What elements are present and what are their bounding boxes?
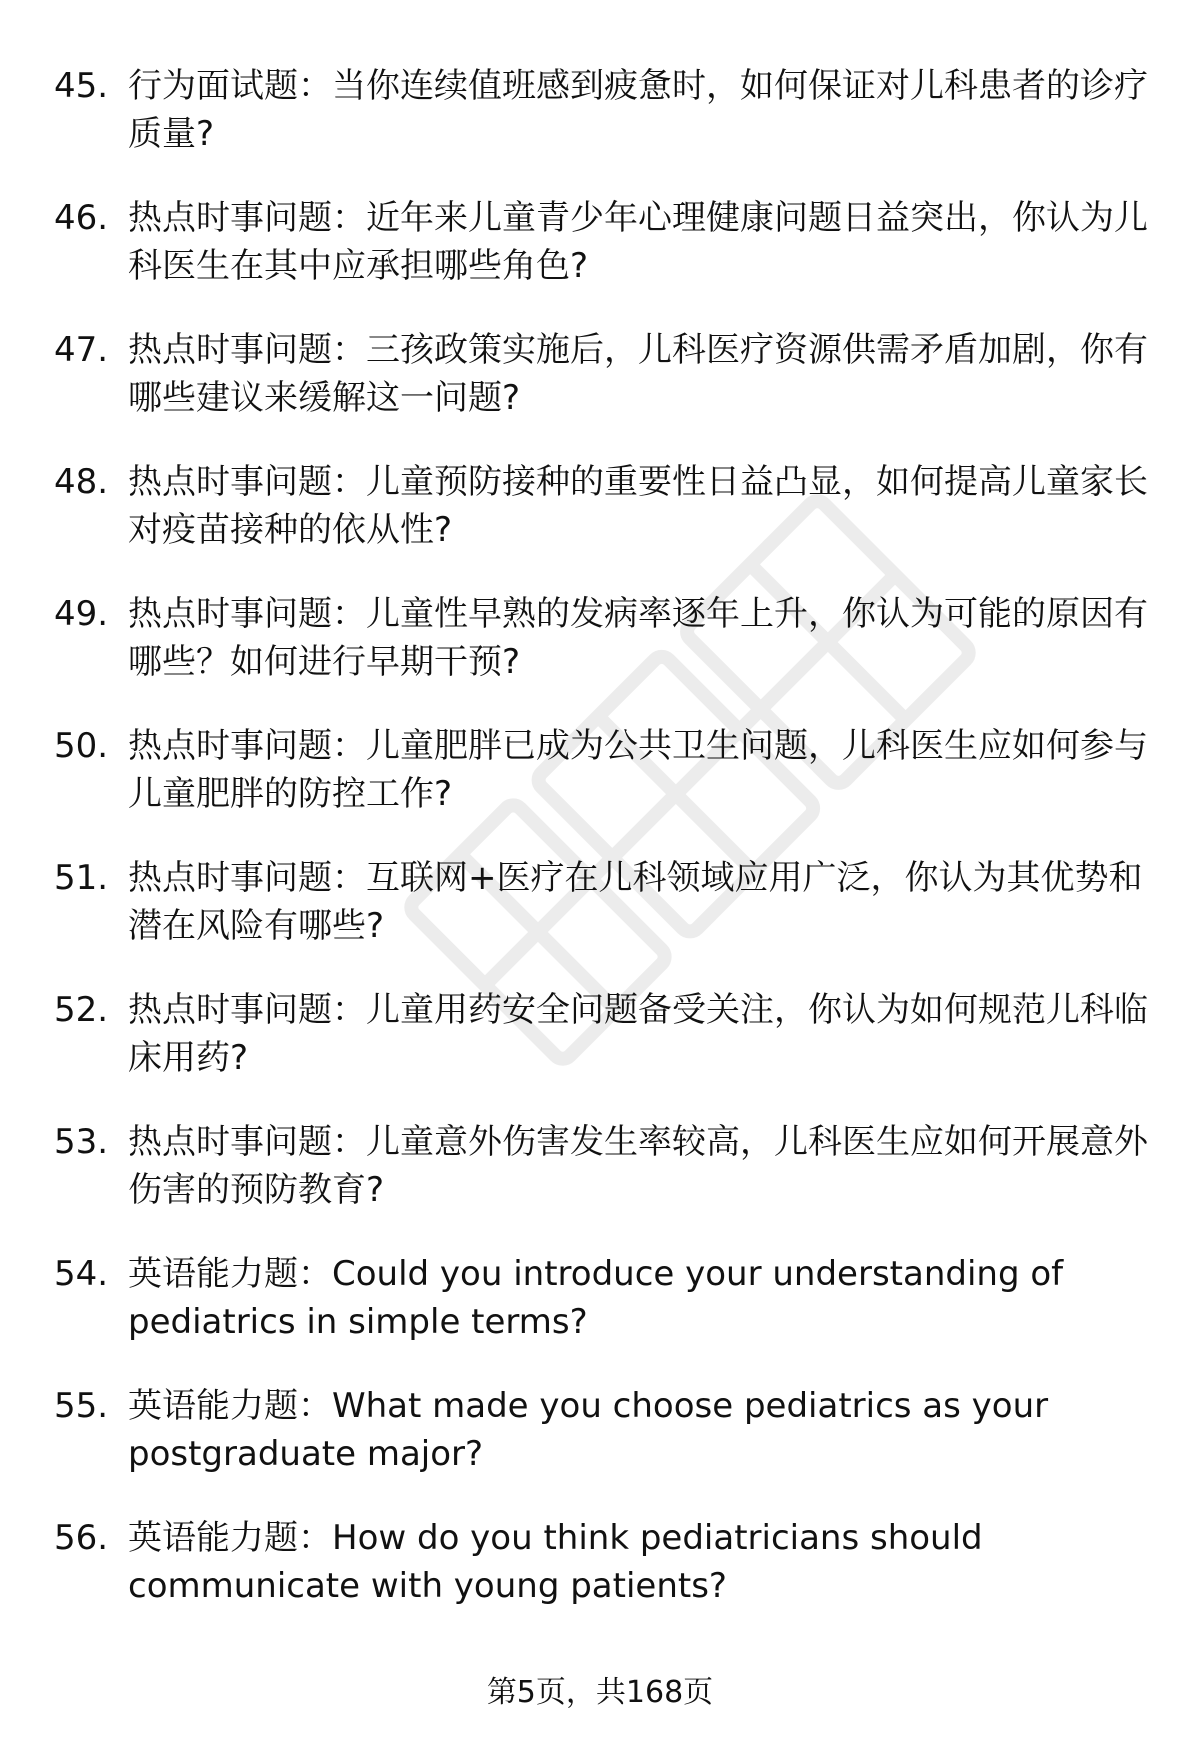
question-item-47 (0, 312, 1200, 444)
question-item-55 (0, 1368, 1200, 1500)
question-text: 英语能力题：Could you introduce your understanding of pediatrics in simple terms? (128, 1254, 1064, 1342)
question-text: 热点时事问题：互联网+医疗在儿科领域应用广泛，你认为其优势和潜在风险有哪些? (128, 858, 1143, 946)
question-item-48 (0, 444, 1200, 576)
question-list (0, 48, 1200, 1632)
question-number: 47. (54, 330, 109, 370)
question-number: 56. (54, 1518, 109, 1558)
question-number: 55. (54, 1386, 109, 1426)
question-item-51 (0, 840, 1200, 972)
question-number: 46. (54, 198, 109, 238)
question-number: 50. (54, 726, 109, 766)
question-text: 热点时事问题：儿童肥胖已成为公共卫生问题，儿科医生应如何参与儿童肥胖的防控工作? (128, 726, 1148, 814)
question-text: 热点时事问题：儿童预防接种的重要性日益凸显，如何提高儿童家长对疫苗接种的依从性? (128, 462, 1148, 550)
question-item-50 (0, 708, 1200, 840)
question-number: 51. (54, 858, 109, 898)
question-number: 52. (54, 990, 109, 1030)
question-item-52 (0, 972, 1200, 1104)
question-item-49 (0, 576, 1200, 708)
question-text: 英语能力题：What made you choose pediatrics as your postgraduate major? (128, 1386, 1049, 1474)
question-text: 热点时事问题：儿童用药安全问题备受关注，你认为如何规范儿科临床用药? (128, 990, 1148, 1078)
question-number: 45. (54, 66, 109, 106)
question-number: 48. (54, 462, 109, 502)
question-number: 53. (54, 1122, 109, 1162)
question-item-45 (0, 48, 1200, 180)
question-text: 英语能力题：How do you think pediatricians should communicate with young patients? (128, 1518, 983, 1606)
question-text: 热点时事问题：三孩政策实施后，儿科医疗资源供需矛盾加剧，你有哪些建议来缓解这一问题? (128, 330, 1148, 418)
question-item-46 (0, 180, 1200, 312)
question-item-54 (0, 1236, 1200, 1368)
question-number: 49. (54, 594, 109, 634)
page-footer: 第5页，共168页 (486, 1675, 714, 1710)
question-text: 热点时事问题：儿童意外伤害发生率较高，儿科医生应如何开展意外伤害的预防教育? (128, 1122, 1148, 1210)
question-item-53 (0, 1104, 1200, 1236)
question-text: 热点时事问题：儿童性早熟的发病率逐年上升，你认为可能的原因有哪些？如何进行早期干预? (128, 594, 1148, 682)
question-text: 热点时事问题：近年来儿童青少年心理健康问题日益突出，你认为儿科医生在其中应承担哪些角色? (128, 198, 1148, 286)
question-text: 行为面试题：当你连续值班感到疲惫时，如何保证对儿科患者的诊疗质量? (128, 66, 1148, 154)
question-number: 54. (54, 1254, 109, 1294)
question-item-56 (0, 1500, 1200, 1632)
